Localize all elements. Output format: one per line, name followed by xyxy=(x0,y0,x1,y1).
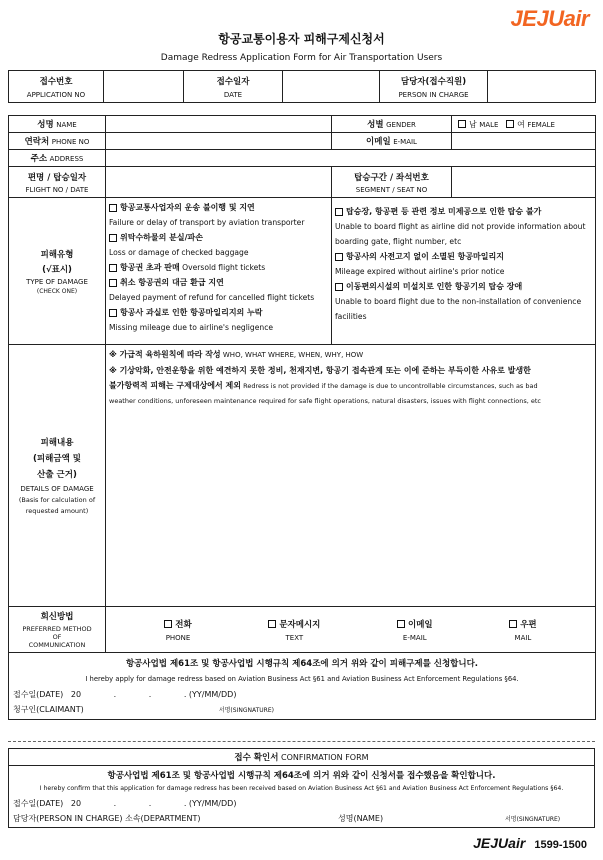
damage-type-label: 피해유형 (√표시) TYPE OF DAMAGE (CHECK ONE) xyxy=(9,198,106,345)
footer xyxy=(473,833,587,852)
email-field[interactable] xyxy=(452,133,596,150)
segment-label: 탑승구간 / 좌석번호 SEGMENT / SEAT NO xyxy=(332,167,452,198)
confirmation-dept: 소속(DEPARTMENT) xyxy=(125,814,201,823)
claimant-label: 청구인(CLAIMANT) xyxy=(13,705,84,714)
reply-option-email[interactable]: 이메일 E-MAIL xyxy=(397,618,433,642)
confirmation-ko: 항공사업법 제61조 및 항공사업법 시행규칙 제64조에 의거 위와 같이 신청서를 접수했음을 확인합니다. xyxy=(107,771,496,781)
reply-label: 회신방법 PREFERRED METHOD OF COMMUNICATION xyxy=(9,607,106,653)
reply-options xyxy=(106,607,596,653)
declaration-block: 항공사업법 제61조 및 항공사업법 시행규칙 제64조에 의거 위와 같이 피해구제를 신청합니다. I hereby apply for damage redress based on Aviation Business Act §61 and Aviation Business Act Enforcement Regulations §64. 접수일(DATE) 20 . . . (YY/MM/DD) 청구인(CLAIMANT) 서명(SINGNATURE) xyxy=(9,653,596,720)
details-note-2: ※ 기상악화, 안전운항을 위한 예견하지 못한 정비, 천재지변, 항공기 접속관계 또는 이에 준하는 부득이한 사유로 발생한 xyxy=(109,366,531,375)
confirmation-en: I hereby confirm that this application for damage redress has been received based on Aviation Business Act §61 and Aviation Business Act Enforcement Regulations §64. xyxy=(39,785,564,792)
damage-checkbox-2[interactable] xyxy=(109,234,117,242)
damage-checkbox-6[interactable] xyxy=(335,208,343,216)
form-subtitle: Damage Redress Application Form for Air Transportation Users xyxy=(160,53,443,63)
reply-option-mail[interactable]: 우편 MAIL xyxy=(509,618,536,642)
damage-type-right: 탑승장, 항공편 등 관련 정보 미제공으로 인한 탑승 불가 Unable to board flight as airline did not provide information about boarding gate, flight number, etc 항공사의 사전고지 없이 소멸된 항공마일리지 Mileage expired without airline's prior notice 이동편의시설의 미설치로 인한 항공기의 탑승 장애 Unable to board flight due to the non-installation of convenience facilities xyxy=(332,198,596,345)
form-title: 항공교통이용자 피해구제신청서 xyxy=(218,32,385,46)
confirmation-signature[interactable]: 서명(SINGNATURE) xyxy=(505,816,561,823)
declaration-ko: 항공사업법 제61조 및 항공사업법 시행규칙 제64조에 의거 위와 같이 피해구제를 신청합니다. xyxy=(125,659,479,669)
reply-option-phone[interactable]: 전화 PHONE xyxy=(165,619,192,642)
date-label: 접수일자 DATE xyxy=(184,71,283,103)
damage-type-left: 항공교통사업자의 운송 불이행 및 지연 Failure or delay of transport by aviation transporter 위탁수하물의 분실/파손 Loss or damage of checked baggage 항공권 초과 판매 Oversold flight tickets 취소 항공권의 대금 환급 지연 Delayed payment of refund for cancelled flight tickets 항공사 과실로 인한 항공마일리지의 누락 Missing mileage due to airline's negligence xyxy=(106,198,332,345)
details-note-1: ※ 가급적 육하원칙에 따라 작성 xyxy=(109,350,221,359)
damage-checkbox-3[interactable] xyxy=(109,264,117,272)
address-field[interactable] xyxy=(106,150,596,167)
details-label: 피해내용 (피해금액 및 산출 근거) DETAILS OF DAMAGE (Basis for calculation of requested amount) xyxy=(9,345,106,607)
damage-checkbox-7[interactable] xyxy=(335,253,343,261)
name-field[interactable] xyxy=(106,116,332,133)
footer-logo: JEJUair xyxy=(473,835,526,851)
contact-label: 연락처 PHONE NO xyxy=(9,133,106,150)
confirmation-title: 접수 확인서 CONFIRMATION FORM xyxy=(9,749,595,766)
confirmation-block: 항공사업법 제61조 및 항공사업법 시행규칙 제64조에 의거 위와 같이 신청서를 접수했음을 확인합니다. I hereby confirm that this application for damage redress has been received based on Aviation Business Act §61 and Aviation Business Act Enforcement Regulations §64. 접수일(DATE) 20 . . . (YY/MM/DD) 담당자(PERSON IN CHARGE) 소속(DEPARTMENT) 성명(NAME) 서명(SINGNATURE) xyxy=(9,766,595,828)
declaration-en: I hereby apply for damage redress based on Aviation Business Act §61 and Aviation Business Act Enforcement Regulations §64. xyxy=(85,675,519,683)
segment-field[interactable] xyxy=(452,167,596,198)
footer-phone: 1599-1500 xyxy=(534,839,587,851)
person-field[interactable] xyxy=(488,71,596,103)
gender-field: 남 MALE 여 FEMALE xyxy=(452,116,596,133)
email-label: 이메일 E-MAIL xyxy=(332,133,452,150)
confirmation-table xyxy=(8,748,595,828)
jeju-air-logo: JEJUair xyxy=(510,6,589,31)
damage-checkbox-5[interactable] xyxy=(109,309,117,317)
gender-label: 성별 GENDER xyxy=(332,116,452,133)
male-checkbox[interactable] xyxy=(458,120,466,128)
confirmation-person: 담당자(PERSON IN CHARGE) xyxy=(13,814,123,823)
damage-checkbox-4[interactable] xyxy=(109,279,117,287)
app-no-field[interactable] xyxy=(104,71,184,103)
damage-checkbox-8[interactable] xyxy=(335,283,343,291)
claimant-signature[interactable]: 서명(SINGNATURE) xyxy=(218,707,274,714)
details-field[interactable]: ※ 가급적 육하원칙에 따라 작성 WHO, WHAT WHERE, WHEN, WHY, HOW ※ 기상악화, 안전운항을 위한 예견하지 못한 정비, 천재지변, 항공기 접속관계 또는 이에 준하는 부득이한 사유로 발생한 불가항력적 피해는 구제대상에서 제외 Redress is not provided if the damage is due to uncontrollable circumstances, such as bad weather conditions, unforeseen maintenance required for safe flight operations, natural disasters, issues with flight connections, etc xyxy=(106,345,596,607)
address-label: 주소 ADDRESS xyxy=(9,150,106,167)
person-label: 담당자(접수직원) PERSON IN CHARGE xyxy=(380,71,488,103)
date-field[interactable] xyxy=(283,71,380,103)
name-label: 성명 NAME xyxy=(9,116,106,133)
main-table xyxy=(8,115,596,720)
header-table xyxy=(8,70,596,103)
confirmation-name: 성명(NAME) xyxy=(338,814,384,823)
damage-checkbox-1[interactable] xyxy=(109,204,117,212)
female-checkbox[interactable] xyxy=(506,120,514,128)
cut-line xyxy=(8,741,595,742)
contact-field[interactable] xyxy=(106,133,332,150)
flight-label: 편명 / 탑승일자 FLIGHT NO / DATE xyxy=(9,167,106,198)
flight-field[interactable] xyxy=(106,167,332,198)
reply-option-text[interactable]: 문자메시지 TEXT xyxy=(268,618,320,642)
app-no-label: 접수번호 APPLICATION NO xyxy=(9,71,104,103)
